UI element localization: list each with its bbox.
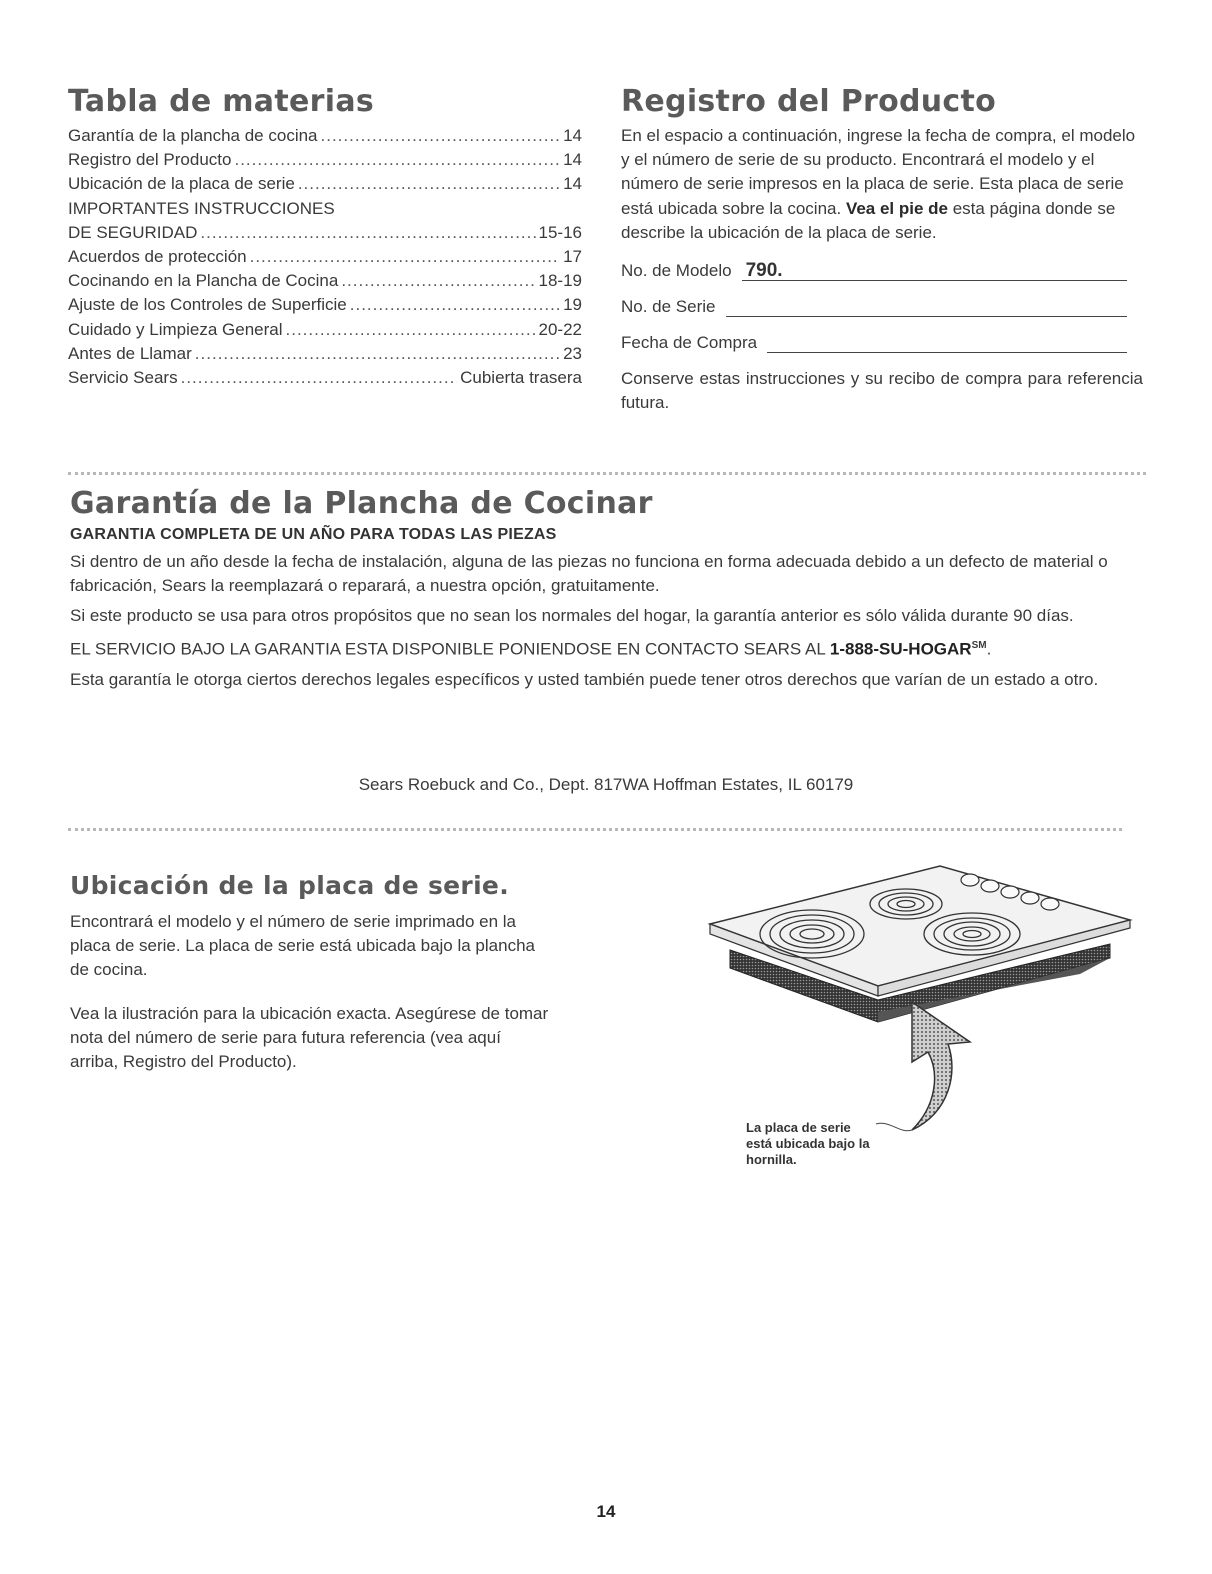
sears-address: Sears Roebuck and Co., Dept. 817WA Hoffman Estates, IL 60179 [358, 775, 854, 794]
registration-title: Registro del Producto [621, 84, 997, 119]
warranty-paragraph: Si este producto se usa para otros propósitos que no sean los normales del hogar, la garantía anterior es sólo válida durante 90 días. [70, 606, 1074, 625]
toc-item: Cuidado y Limpieza General ..... 20-22 [68, 318, 582, 342]
illustration-caption: La placa de serie está ubicada bajo la hornilla. [746, 1120, 870, 1167]
serial-plate-paragraph: Encontrará el modelo y el número de serie imprimado en la placa de serie. La placa de serie está ubicada bajo la plancha de cocina. [70, 912, 535, 979]
toc-item: Servicio Sears ..... Cubierta trasera [68, 366, 582, 390]
registration-intro: En el espacio a continuación, ingrese la fecha de compra, el modelo y el número de serie de su producto. Encontrará el modelo y el número de serie impresos en la placa de serie. Esta placa de serie está ubicada sobre la cocina. Vea el pie de esta página donde se describe la ubicación de la placa de serie. [621, 126, 1136, 242]
toc-item: IMPORTANTES INSTRUCCIONES [68, 198, 335, 218]
purchase-date-field[interactable] [621, 329, 1143, 353]
warranty-subtitle: GARANTIA COMPLETA DE UN AÑO PARA TODAS LAS PIEZAS [70, 526, 557, 543]
toc-item: Garantía de la plancha de cocina ..... 14 [68, 124, 582, 148]
model-number-label: No. de Modelo [621, 261, 732, 281]
warranty-title: Garantía de la Plancha de Cocinar [70, 486, 653, 521]
serial-plate-section [70, 868, 550, 1074]
page-number: 14 [596, 1502, 616, 1521]
registration-footer: Conserve estas instrucciones y su recibo de compra para referencia futura. [621, 369, 1143, 413]
toc-item: DE SEGURIDAD ..... 15-16 [68, 221, 582, 245]
toc-item: Acuerdos de protección ..... 17 [68, 245, 582, 269]
serial-number-field[interactable] [621, 293, 1143, 317]
model-number-value: 790. [745, 260, 783, 282]
product-registration [621, 84, 1143, 415]
toc-item: Ubicación de la placa de serie ..... 14 [68, 172, 582, 196]
warranty-paragraph: Esta garantía le otorga ciertos derechos legales específicos y usted también puede tener otros derechos que varían de un estado a otro. [70, 669, 1099, 689]
toc-list [68, 124, 582, 390]
serial-number-label: No. de Serie [621, 297, 716, 317]
toc-item: Ajuste de los Controles de Superficie ..... 19 [68, 293, 582, 317]
model-number-field[interactable] [621, 257, 1143, 281]
cooktop-illustration [700, 862, 1150, 1192]
section-divider [68, 472, 1146, 475]
section-divider [68, 828, 1122, 831]
purchase-date-label: Fecha de Compra [621, 333, 758, 353]
warranty-paragraph: Si dentro de un año desde la fecha de instalación, alguna de las piezas no funciona en forma adecuada debido a un defecto de material o fabricación, Sears la reemplazará o reparará, a nuestra opción, gratuitamente. [70, 552, 1108, 595]
toc-item: Cocinando en la Plancha de Cocina ..... 18-19 [68, 269, 582, 293]
toc-title: Tabla de materias [68, 84, 375, 119]
toc-item: Registro del Producto ..... 14 [68, 148, 582, 172]
warranty-section [70, 486, 1130, 692]
table-of-contents [68, 84, 582, 390]
toc-item: Antes de Llamar ..... 23 [68, 342, 582, 366]
serial-plate-title: Ubicación de la placa de serie. [70, 871, 509, 900]
serial-plate-paragraph: Vea la ilustración para la ubicación exacta. Asegúrese de tomar nota del número de serie para futura referencia (vea aquí arriba, Registro del Producto). [70, 1004, 549, 1071]
warranty-service-line: EL SERVICIO BAJO LA GARANTIA ESTA DISPONIBLE PONIENDOSE EN CONTACTO SEARS AL 1-888-SU-HOGAR℠. [70, 639, 992, 659]
